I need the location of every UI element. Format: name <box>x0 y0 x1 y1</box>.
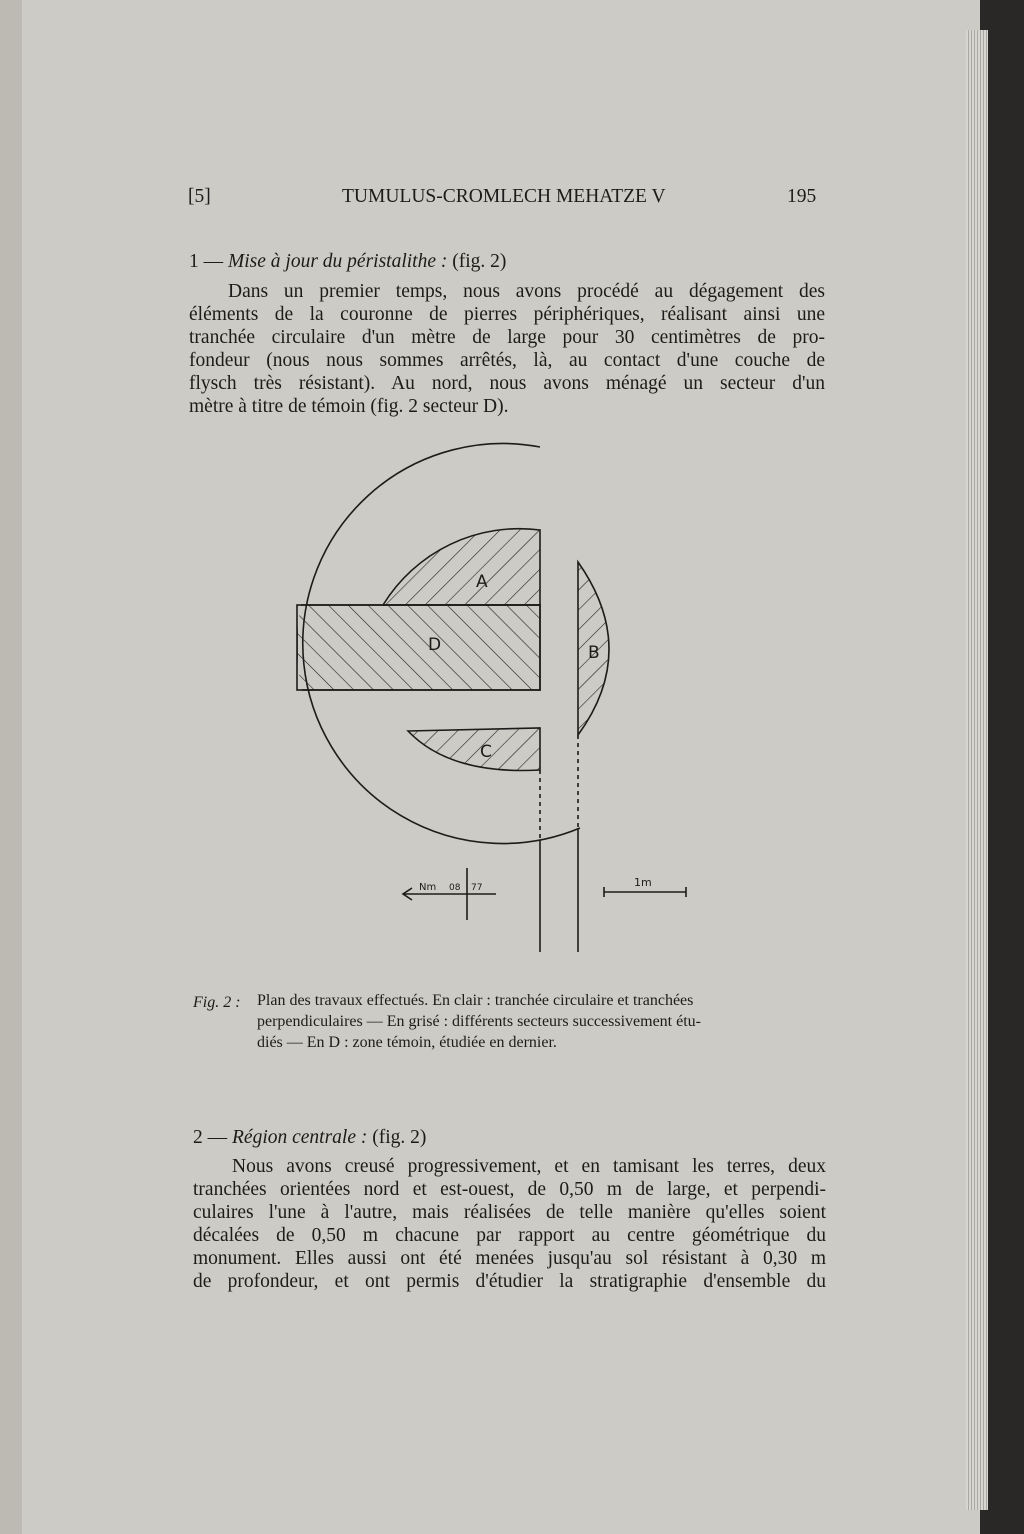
text-line: éléments de la couronne de pierres périphériques, réalisant ainsi une <box>189 304 825 325</box>
text-line: de profondeur, et ont permis d'étudier la stratigraphie d'ensemble du <box>193 1271 826 1292</box>
section-title: Mise à jour du péristalithe : <box>228 251 448 272</box>
sector-a <box>383 529 540 605</box>
text-line: Nous avons creusé progressivement, et en tamisant les terres, deux <box>232 1156 826 1177</box>
section-number: 1 — <box>189 251 224 272</box>
text-line: monument. Elles aussi ont été menées jusqu'au sol résistant à 0,30 m <box>193 1248 826 1269</box>
figure-ref: (fig. 2) <box>452 251 507 272</box>
text-line: Dans un premier temps, nous avons procédé au dégagement des <box>228 281 825 302</box>
label-b: B <box>588 643 600 663</box>
section-marker: [5] <box>188 186 211 207</box>
caption-line: Plan des travaux effectués. En clair : tranchée circulaire et tranchées <box>257 992 694 1009</box>
text-line: fondeur (nous nous sommes arrêtés, là, au contact d'une couche de <box>189 350 825 371</box>
north-label: Nm <box>419 882 437 893</box>
sector-c <box>408 728 540 771</box>
date-left: 08 <box>449 883 461 893</box>
running-title: TUMULUS-CROMLECH MEHATZE V <box>342 186 666 207</box>
label-c: C <box>480 742 492 762</box>
caption-line: perpendiculaires — En grisé : différents secteurs successivement étu- <box>257 1013 701 1030</box>
text-line: flysch très résistant). Au nord, nous avons ménagé un secteur d'un <box>189 373 825 394</box>
text-line: tranchées orientées nord et est-ouest, de 0,50 m de large, et perpendi- <box>193 1179 826 1200</box>
scale-label: 1m <box>634 876 652 889</box>
text-line: décalées de 0,50 m chacune par rapport au centre géométrique du <box>193 1225 826 1246</box>
section2-heading <box>193 1127 426 1149</box>
caption-label: Fig. 2 : <box>193 994 241 1011</box>
text-line: mètre à titre de témoin (fig. 2 secteur D). <box>189 396 509 417</box>
page-number: 195 <box>787 186 817 207</box>
figure-ref: (fig. 2) <box>372 1127 427 1148</box>
sector-d <box>297 605 540 690</box>
label-a: A <box>476 572 488 592</box>
label-d: D <box>428 635 442 655</box>
section-title: Région centrale : <box>232 1127 368 1148</box>
date-right: 77 <box>471 883 483 893</box>
text-line: culaires l'une à l'autre, mais réalisées de telle manière qu'elles soient <box>193 1202 826 1223</box>
caption-line: diés — En D : zone témoin, étudiée en dernier. <box>257 1034 557 1051</box>
text-line: tranchée circulaire d'un mètre de large pour 30 centimètres de pro- <box>189 327 825 348</box>
section-number: 2 — <box>193 1127 228 1148</box>
